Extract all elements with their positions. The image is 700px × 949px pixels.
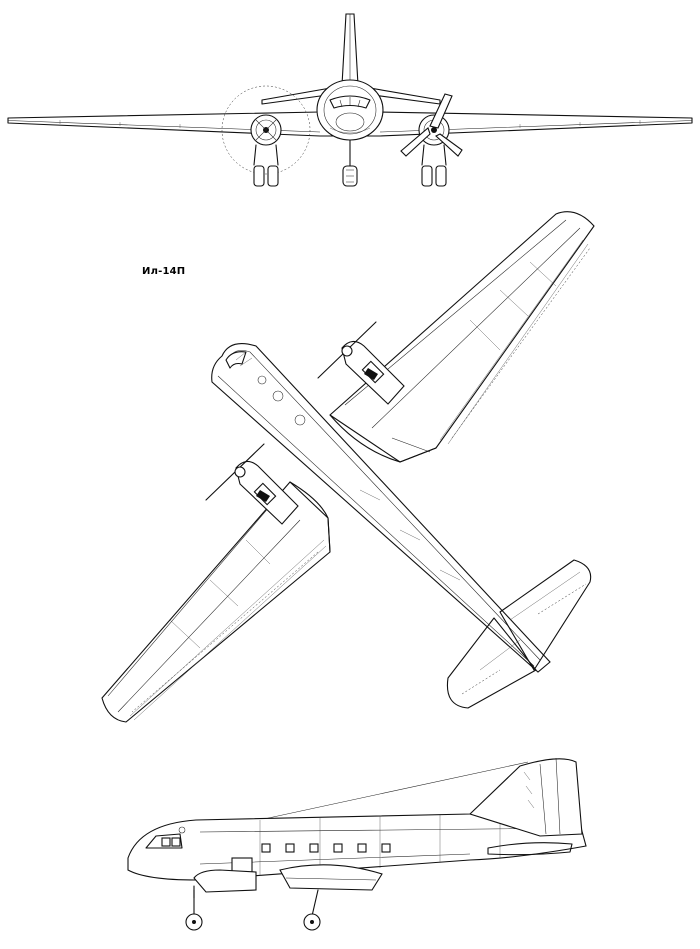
front-right-engine [401, 94, 462, 186]
side-view-svg [0, 740, 700, 949]
plan-left-nacelle [206, 444, 298, 524]
side-view [0, 740, 700, 949]
front-view [0, 0, 700, 200]
front-view-svg [0, 0, 700, 200]
plan-left-wing [102, 482, 330, 722]
side-wing-nacelle [194, 865, 382, 898]
aircraft-designation-label: Ил-14П [142, 266, 186, 277]
plan-right-wing [330, 212, 594, 462]
side-landing-gear [186, 890, 320, 930]
front-fin [342, 14, 358, 85]
plan-view [0, 200, 700, 740]
plan-view-svg [0, 200, 700, 740]
front-nose-gear [343, 140, 357, 186]
front-left-engine [222, 86, 310, 186]
front-fuselage [317, 80, 383, 140]
